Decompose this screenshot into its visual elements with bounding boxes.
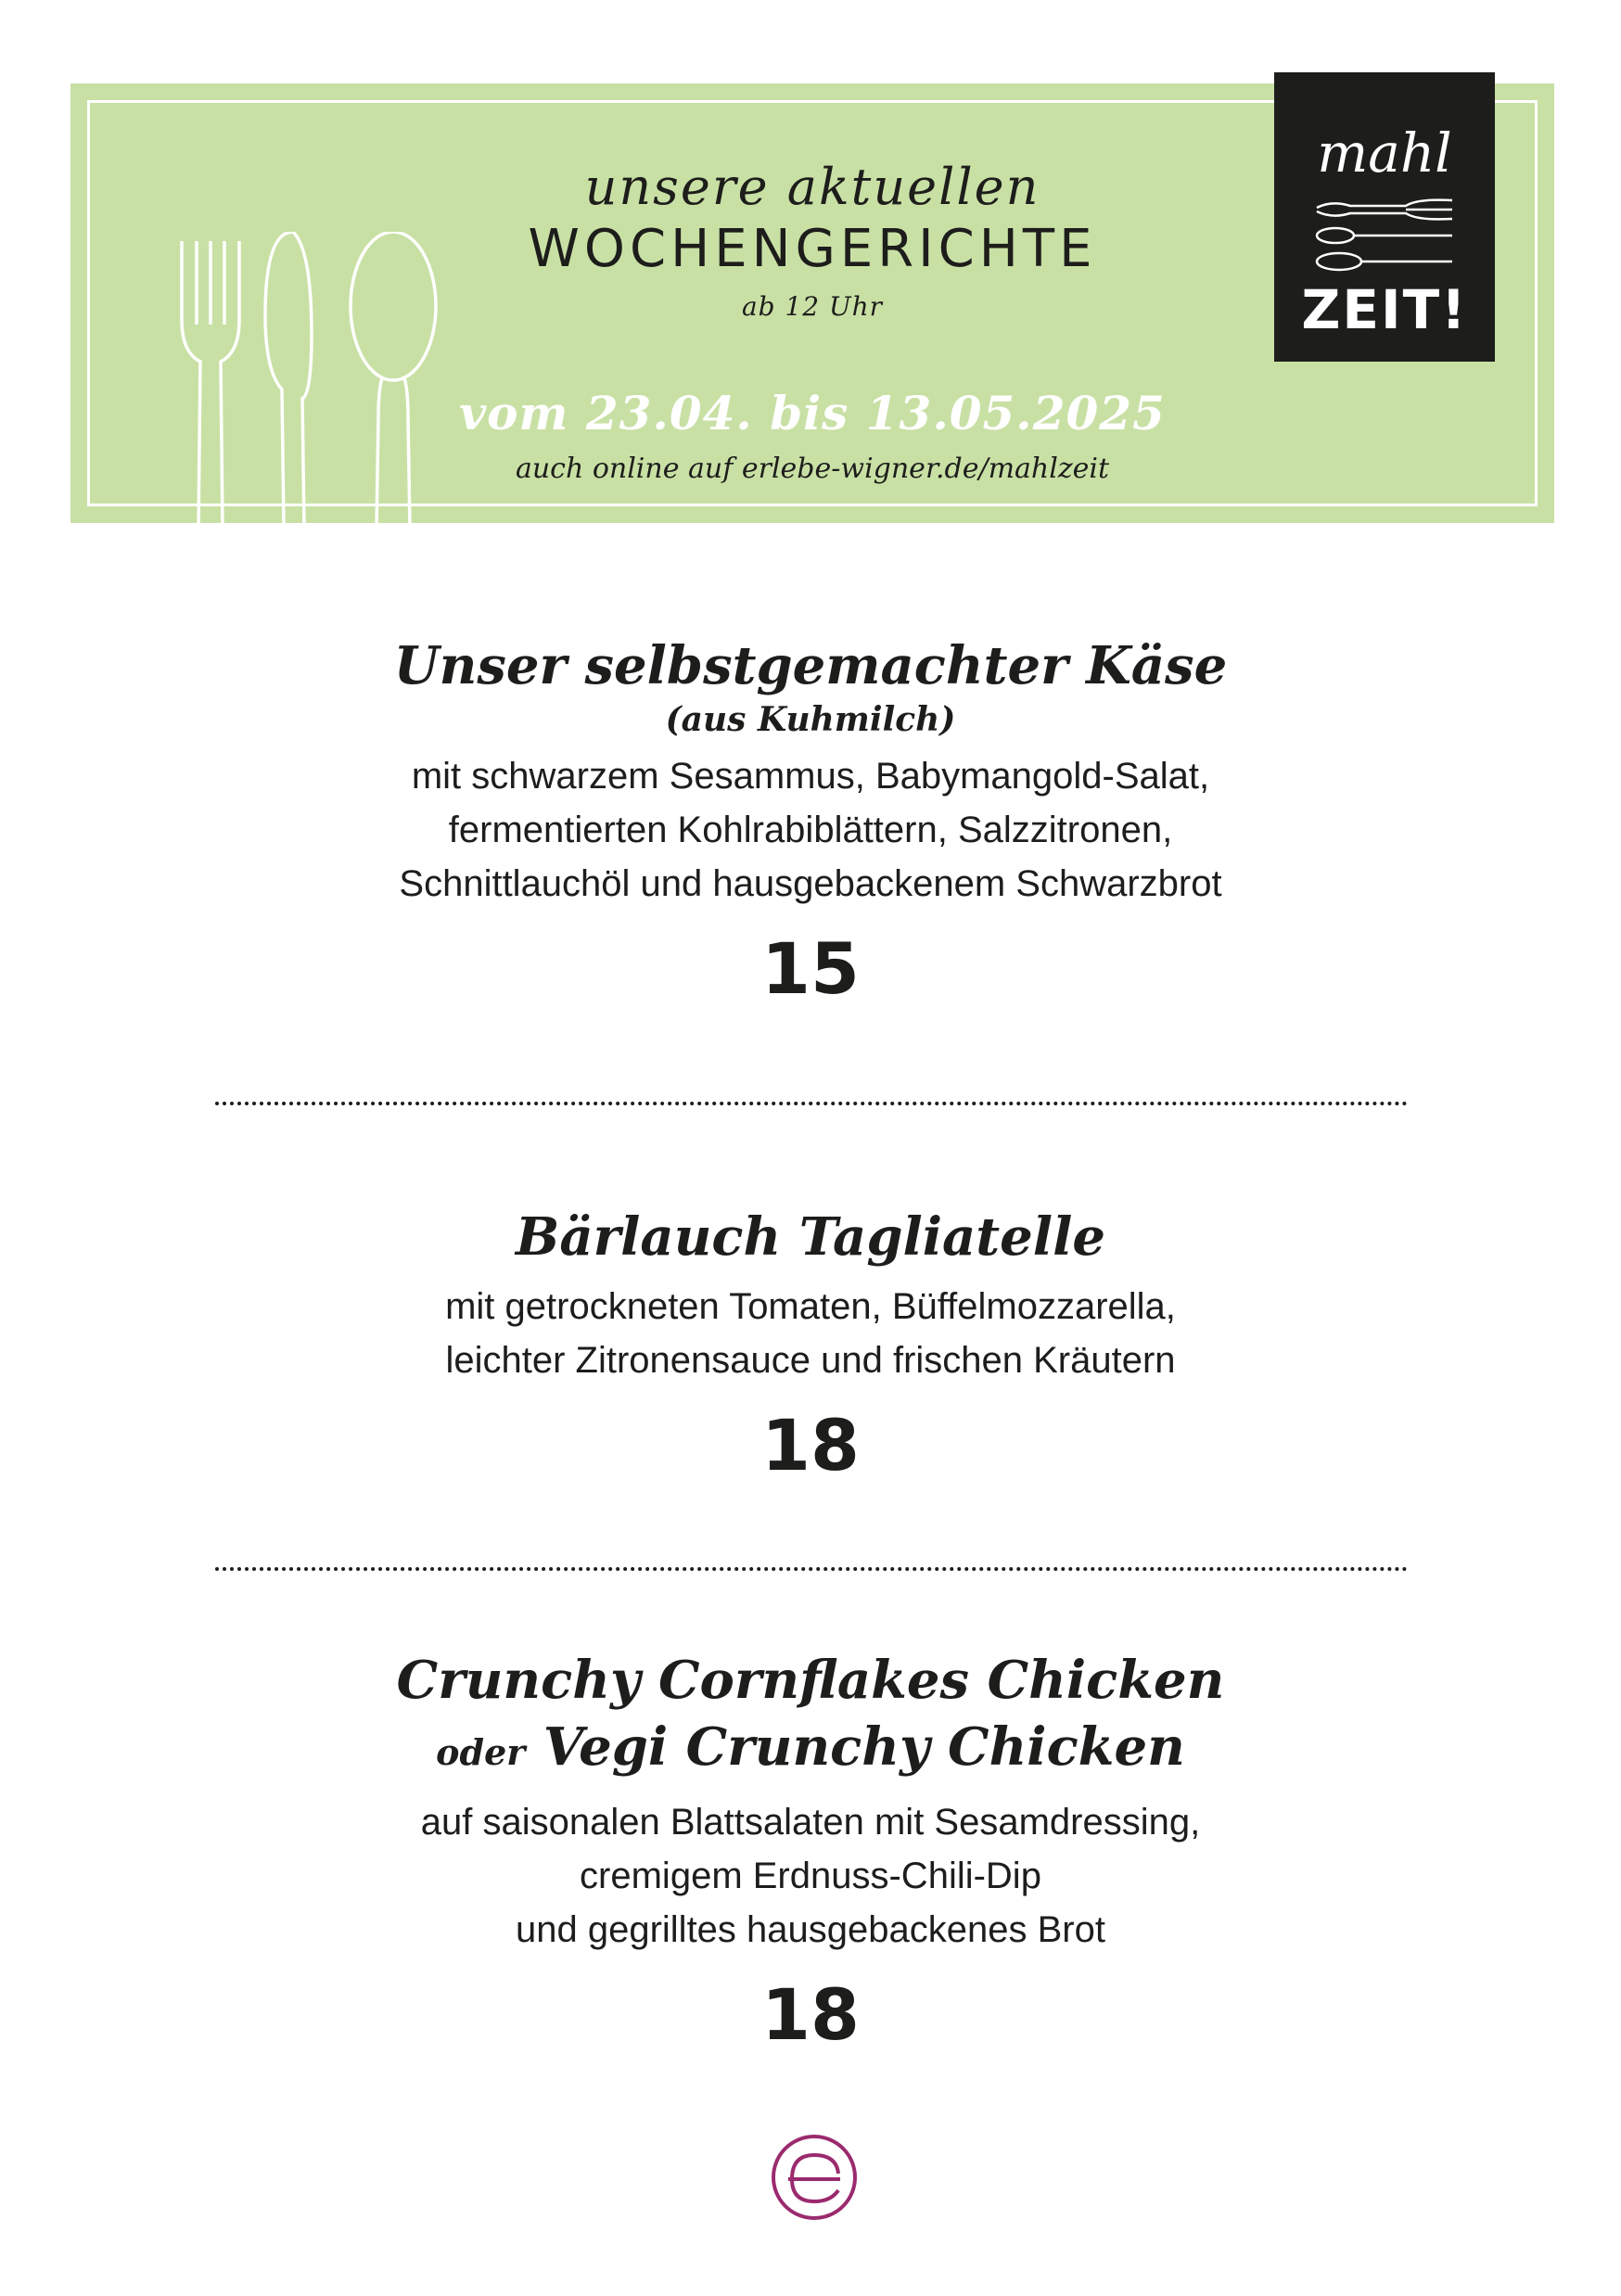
dish-description	[0, 1795, 1621, 1957]
dish-description-line: cremigem Erdnuss-Chili-Dip	[580, 1856, 1041, 1896]
banner-online-link[interactable]: auch online auf erlebe-wigner.de/mahlzeit	[515, 453, 1110, 485]
dish-3	[0, 1647, 1621, 2057]
dish-price: 18	[761, 1973, 860, 2056]
banner-time: ab 12 Uhr	[741, 291, 884, 322]
dish-subtitle: (aus Kuhmilch)	[665, 700, 956, 739]
dish-description-line: leichter Zitronensauce und frischen Kräutern	[445, 1340, 1176, 1381]
dotted-divider	[215, 1567, 1408, 1571]
dish-price: 18	[761, 1404, 860, 1486]
dish-title-oder: oder	[436, 1731, 526, 1773]
dish-description-line: mit schwarzem Sesammus, Babymangold-Salat,	[411, 756, 1210, 797]
dish-title-alternative	[0, 1714, 1621, 1786]
dish-description-line: fermentierten Kohlrabiblättern, Salzzitronen,	[448, 810, 1173, 850]
dotted-divider	[215, 1102, 1408, 1105]
dish-description	[0, 1280, 1621, 1387]
dish-2	[0, 1204, 1621, 1487]
dish-description-line: mit getrockneten Tomaten, Büffelmozzarella,	[445, 1286, 1176, 1327]
dish-description-line: auf saisonalen Blattsalaten mit Sesamdressing,	[420, 1802, 1201, 1843]
banner-date-range: vom 23.04. bis 13.05.2025	[459, 386, 1166, 440]
dish-1	[0, 632, 1621, 1011]
e-logo-icon	[770, 2133, 859, 2222]
dish-price: 15	[761, 927, 860, 1010]
banner-title: WOCHENGERICHTE	[528, 219, 1097, 279]
header-banner	[70, 83, 1554, 523]
dish-description-line: Schnittlauchöl und hausgebackenem Schwarzbrot	[399, 863, 1222, 904]
dish-description-line: und gegrilltes hausgebackenes Brot	[516, 1909, 1105, 1950]
dish-title: Unser selbstgemachter Käse	[393, 635, 1228, 696]
logo-word-zeit: ZEIT!	[1301, 278, 1468, 341]
banner-subtitle: unsere aktuellen	[584, 158, 1040, 216]
logo-word-mahl: mahl	[1317, 121, 1452, 185]
dish-title: Crunchy Cornflakes Chicken	[396, 1650, 1225, 1711]
dish-title-vegi: Vegi Crunchy Chicken	[542, 1716, 1185, 1778]
dish-title: Bärlauch Tagliatelle	[516, 1206, 1105, 1268]
dish-description	[0, 749, 1621, 911]
